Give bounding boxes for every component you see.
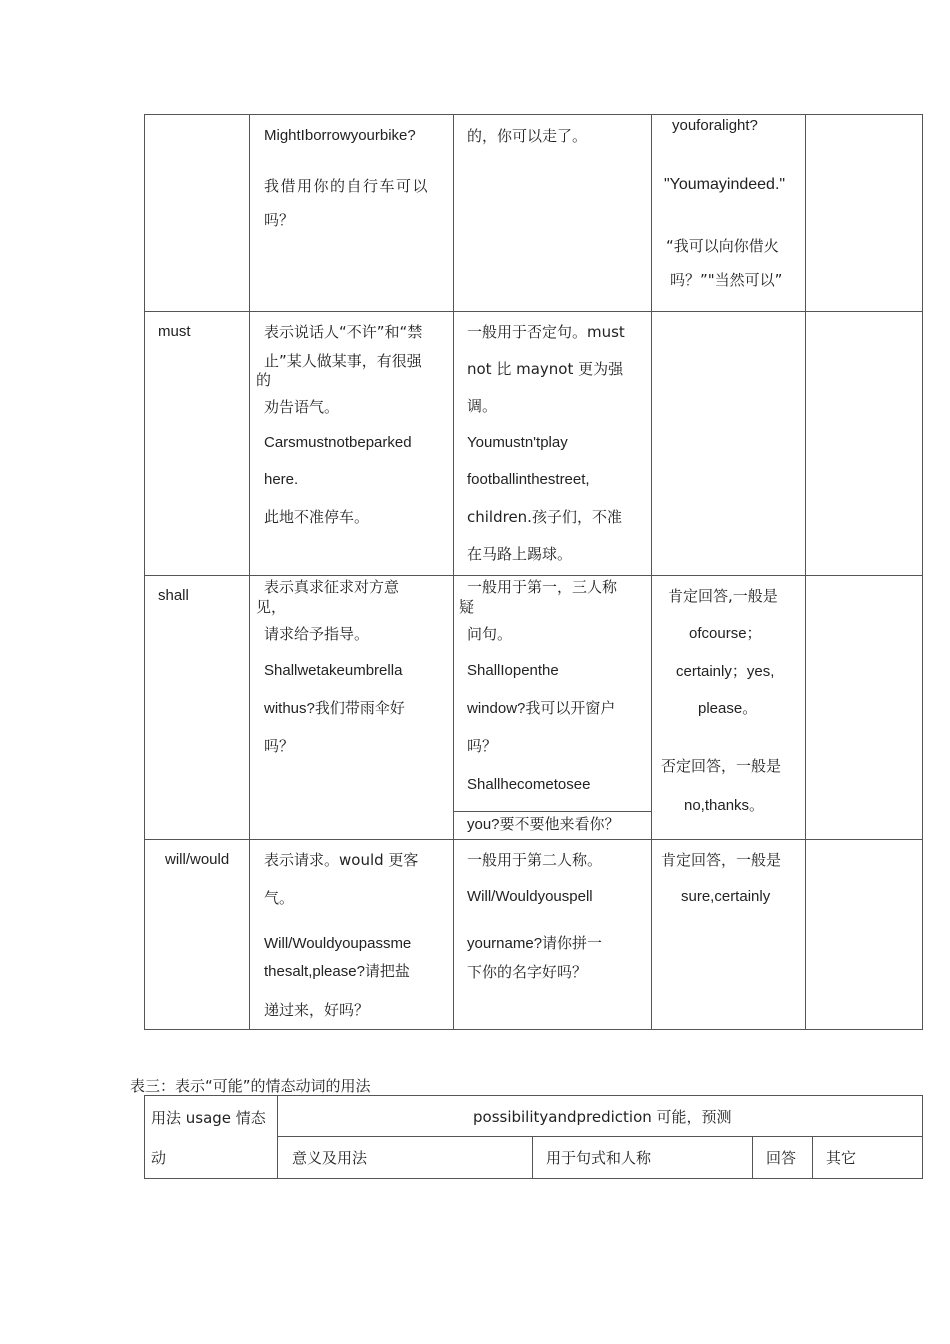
subheader-text: 意义及用法 (292, 1149, 368, 1167)
verb-cell (145, 576, 250, 840)
cell-text: 此地不准停车。 (264, 508, 370, 526)
cell-text: window?我可以开窗户 (467, 700, 616, 717)
cell-text: ofcourse； (689, 625, 762, 642)
header-text: 用法 usage 情态 (151, 1109, 266, 1127)
cell-text: Will/Wouldyouspell (467, 888, 593, 905)
modal-verbs-table (144, 114, 923, 1030)
meaning-cell (250, 840, 454, 1030)
verb-label: must (158, 323, 191, 340)
cell-text: 吗？ (467, 737, 498, 755)
verb-cell (145, 312, 250, 576)
cell-text: 我借用你的自行车可以 (264, 177, 430, 195)
cell-text: no,thanks。 (684, 797, 765, 814)
cell-text: certainly；yes, (676, 663, 775, 680)
verb-cell (145, 840, 250, 1030)
cell-text: youforalight? (672, 117, 758, 134)
cell-text: 调。 (467, 397, 498, 415)
header-text: 动 (151, 1149, 167, 1167)
cell-text: 否定回答，一般是 (661, 757, 782, 775)
cell-text: 请求给予指导。 (264, 625, 370, 643)
cell-text: 见， (256, 598, 287, 616)
header-usage-cell (145, 1096, 278, 1179)
answer-cell (652, 312, 806, 576)
cell-text: sure,certainly (681, 888, 771, 905)
usage-cell (454, 576, 652, 840)
header-span-cell (278, 1096, 923, 1137)
other-cell (806, 576, 923, 840)
meaning-cell (250, 576, 454, 840)
subheader-cell (533, 1137, 753, 1179)
cell-text: 止”某人做某事，有很强 (264, 352, 422, 370)
cell-text: thesalt,please?请把盐 (264, 963, 410, 980)
cell-text: 肯定回答，一般是 (661, 851, 782, 869)
other-cell (806, 840, 923, 1030)
cell-text: 吗？ (264, 737, 295, 755)
cell-text: Shallhecometosee (467, 776, 591, 793)
usage-cell (454, 840, 652, 1030)
cell-text: 肯定回答,一般是 (668, 587, 778, 605)
cell-text: 下你的名字好吗？ (467, 963, 588, 981)
other-cell (806, 115, 923, 312)
subheader-text: 回答 (766, 1149, 797, 1167)
cell-text: 问句。 (467, 625, 513, 643)
table-row (145, 576, 923, 840)
subheader-cell (278, 1137, 533, 1179)
cell-text: 气。 (264, 889, 295, 907)
cell-text: 吗？ (264, 211, 295, 229)
inner-divider (454, 811, 651, 812)
cell-text: 的，你可以走了。 (467, 127, 588, 145)
subheader-text: 其它 (826, 1149, 857, 1167)
cell-text: here. (264, 471, 299, 488)
table-row (145, 115, 923, 312)
meaning-cell (250, 115, 454, 312)
cell-text: MightIborrowyourbike? (264, 127, 416, 144)
subheader-cell (813, 1137, 923, 1179)
cell-text: 在马路上踢球。 (467, 545, 573, 563)
cell-text: 一般用于第二人称。 (467, 851, 603, 869)
cell-text: footballinthestreet, (467, 471, 590, 488)
cell-text: Shallwetakeumbrella (264, 662, 403, 679)
table-caption: 表三：表示“可能”的情态动词的用法 (130, 1077, 371, 1095)
meaning-cell (250, 312, 454, 576)
table-header-row (145, 1096, 923, 1137)
cell-text: withus?我们带雨伞好 (264, 700, 405, 717)
cell-text: 表示请求。would 更客 (264, 851, 419, 869)
header-text: possibilityandprediction 可能，预测 (473, 1108, 732, 1126)
cell-text: please。 (698, 700, 758, 717)
answer-cell (652, 576, 806, 840)
cell-text: "Youmayindeed." (664, 176, 786, 193)
table-row (145, 840, 923, 1030)
answer-cell (652, 840, 806, 1030)
cell-text: children.孩子们，不准 (467, 508, 622, 526)
cell-text: Will/Wouldyoupassme (264, 935, 412, 952)
cell-text: Youmustn'tplay (467, 434, 568, 451)
answer-cell (652, 115, 806, 312)
usage-cell (454, 115, 652, 312)
cell-text: 递过来，好吗？ (264, 1001, 370, 1019)
cell-text: you?要不要他来看你？ (467, 816, 620, 833)
verb-label: shall (158, 587, 189, 604)
verb-label: will/would (165, 851, 230, 868)
other-cell (806, 312, 923, 576)
cell-text: Carsmustnotbeparked (264, 434, 412, 451)
subheader-cell (753, 1137, 813, 1179)
cell-text: 劝告语气。 (264, 398, 340, 416)
cell-text: 一般用于第一，三人称 (467, 578, 618, 596)
usage-cell (454, 312, 652, 576)
subheader-text: 用于句式和人称 (546, 1149, 652, 1167)
possibility-table (144, 1095, 923, 1179)
table-row (145, 312, 923, 576)
cell-text: not 比 maynot 更为强 (467, 360, 624, 378)
cell-text: 疑 (459, 598, 475, 616)
cell-text: 表示说话人“不许”和“禁 (264, 323, 423, 341)
cell-text: “我可以向你借火 (666, 237, 779, 255)
cell-text: 表示真求征求对方意 (264, 578, 400, 596)
cell-text: 的 (256, 371, 272, 389)
verb-cell (145, 115, 250, 312)
cell-text: 吗？”"当然可以” (670, 271, 783, 289)
cell-text: 一般用于否定句。must (467, 323, 625, 341)
cell-text: ShallIopenthe (467, 662, 559, 679)
cell-text: yourname?请你拼一 (467, 935, 603, 952)
